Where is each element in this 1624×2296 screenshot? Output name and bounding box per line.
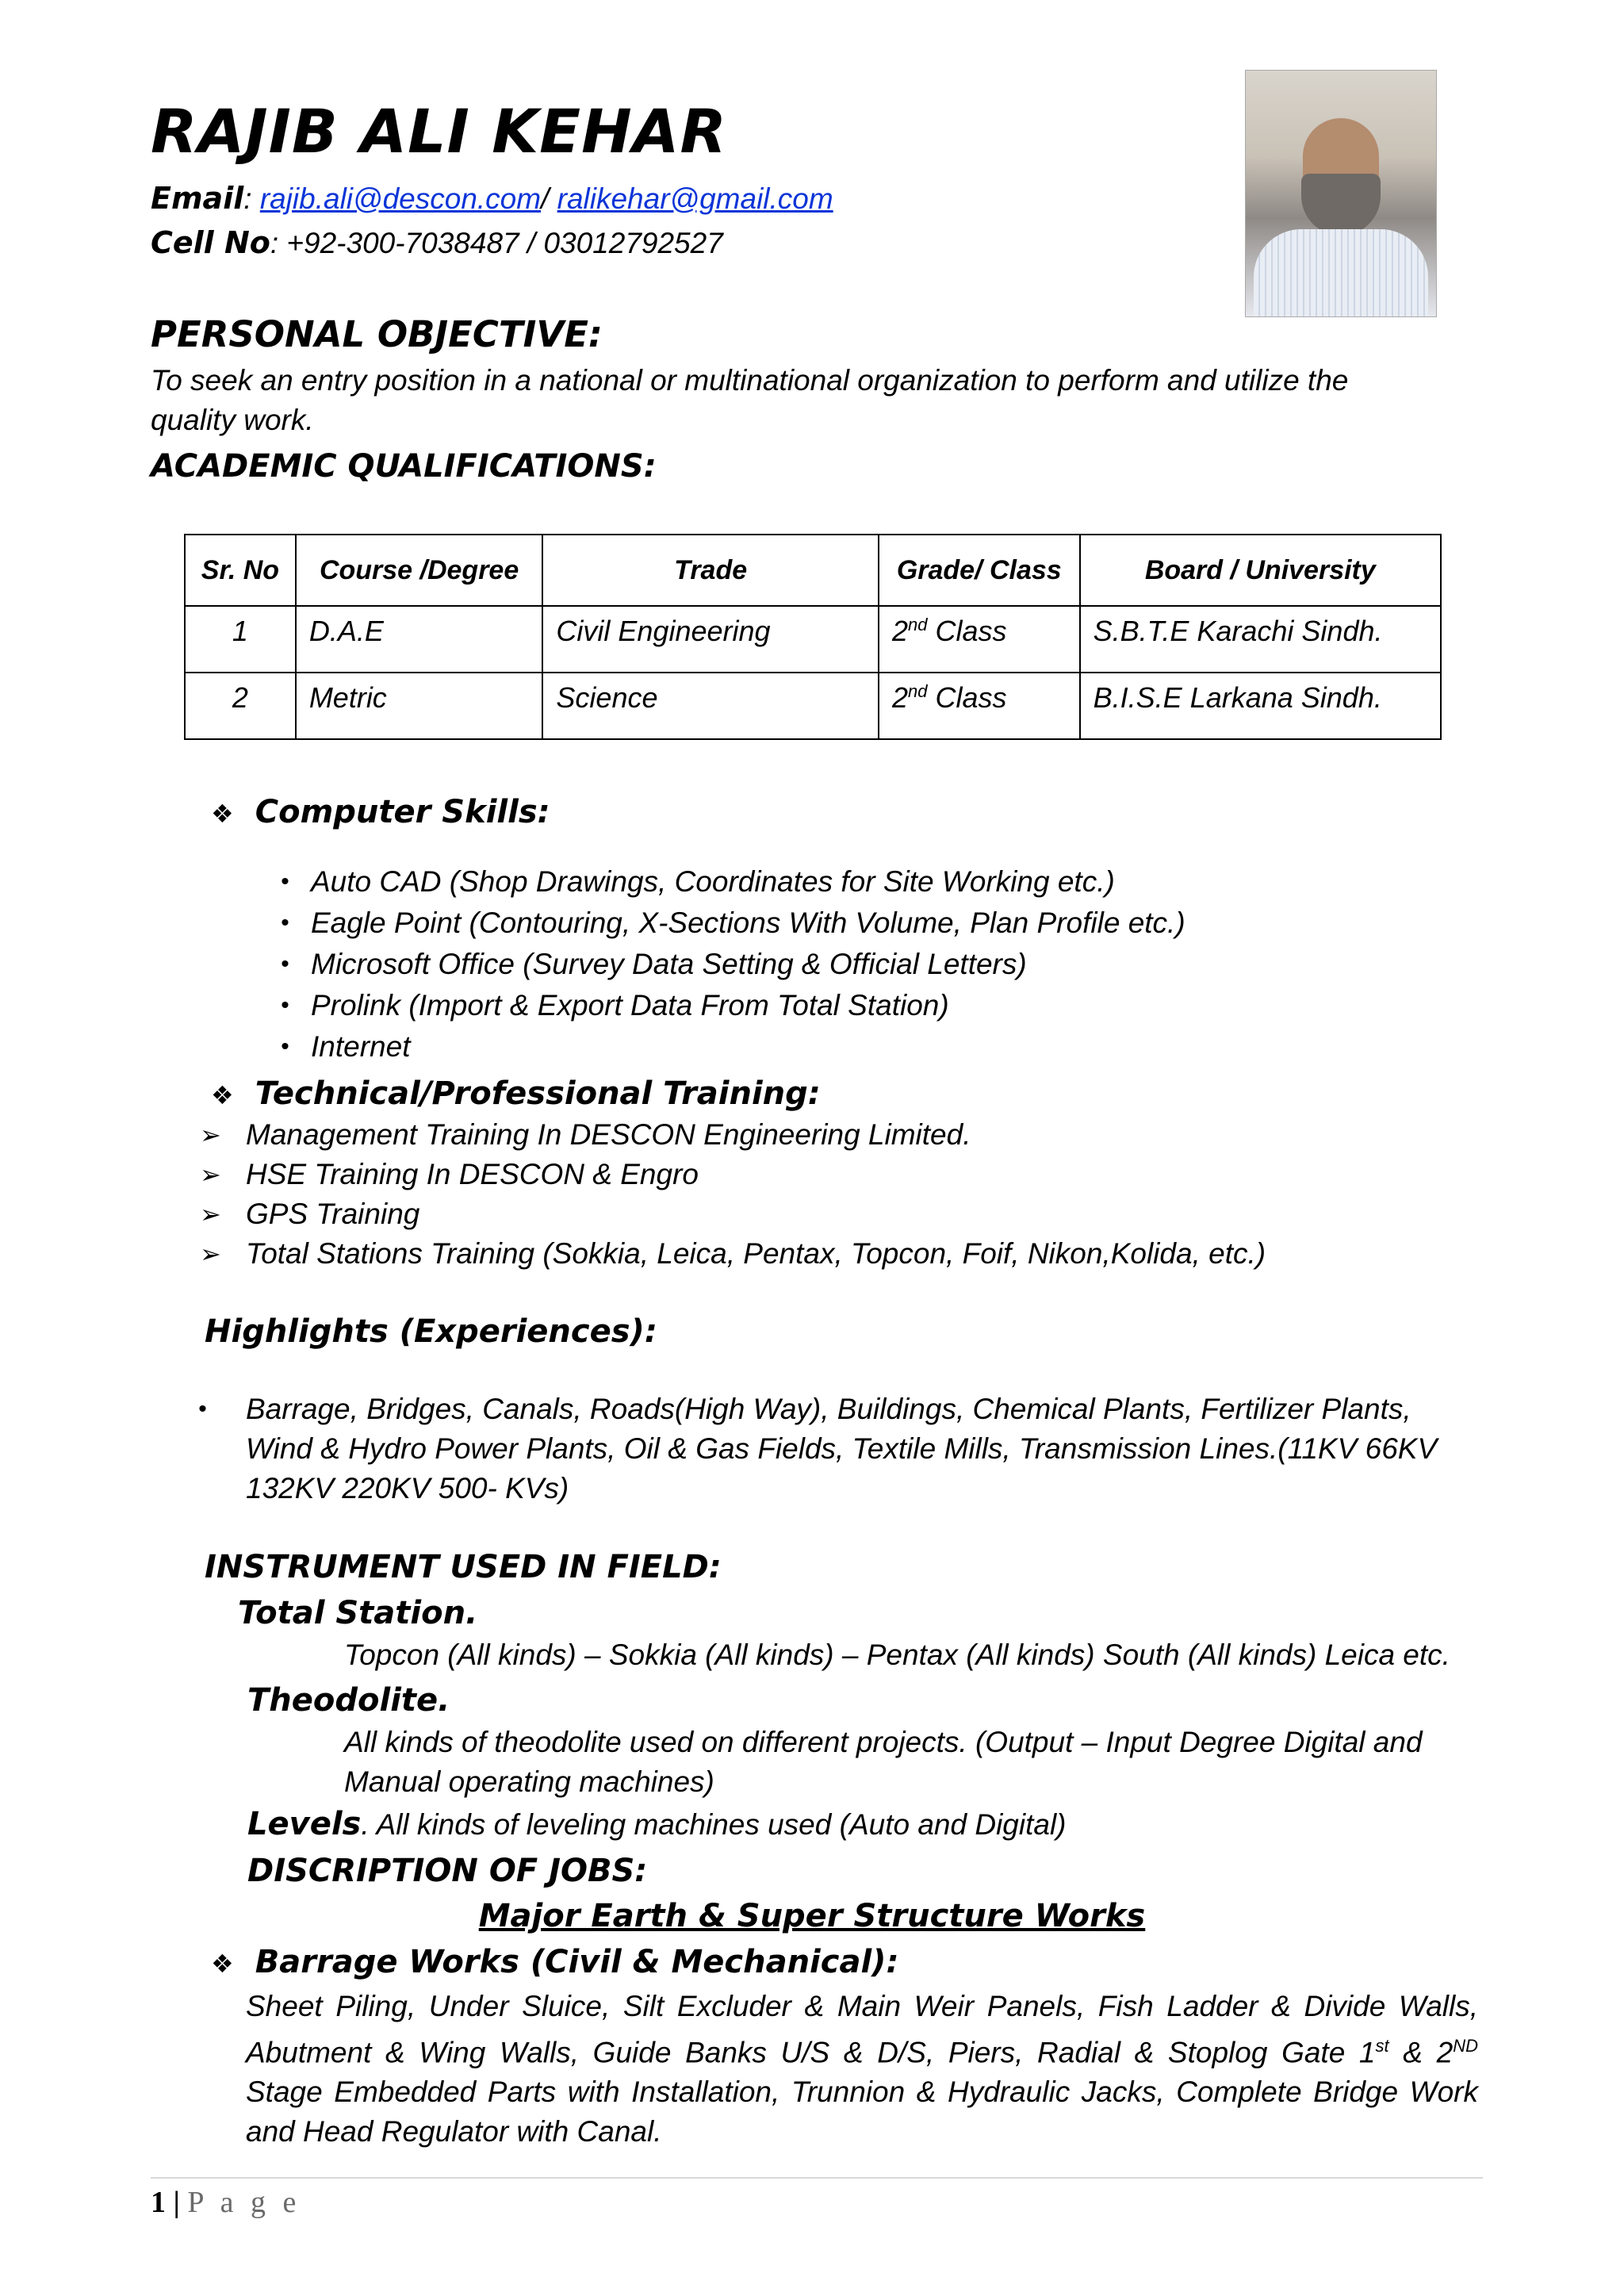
computer-skills-list [281,861,1185,1068]
list-item: • Eagle Point (Contouring, X-Sections With Volume, Plan Profile etc.) [281,907,1185,939]
barrage-line-1: Sheet Piling, Under Sluice, Silt Excluder & Main Weir Panels, Fish Ladder & Divide Walls, [246,1990,1478,2022]
highlights-text: • Barrage, Bridges, Canals, Roads(High Way), Buildings, Chemical Plants, Fertilizer Plants, Wind & Hydro Power Plants, Oil & Gas Fields, Textile Mills, Transmission Lines.(11KV 66KV 132KV 220KV 500- KVs) [246,1389,1437,1508]
cell-sr: 2 [185,673,296,739]
highlights-line-1: Barrage, Bridges, Canals, Roads(High Way), Buildings, Chemical Plants, Fertilizer Plants, [246,1393,1411,1425]
col-grade: Grade/ Class [879,535,1080,606]
email-line: Email: rajib.ali@descon.com/ ralikehar@gmail.com [151,181,833,216]
email-label: Email [151,181,244,216]
barrage-line-4: and Head Regulator with Canal. [246,2115,662,2148]
barrage-text [246,1987,1478,2152]
list-item: • Prolink (Import & Export Data From Total Station) [281,989,949,1022]
list-item: ➢ Total Stations Training (Sokkia, Leica, Pentax, Topcon, Foif, Nikon,Kolida, etc.) [200,1237,1266,1270]
col-sr-no: Sr. No [185,535,296,606]
list-item: • Auto CAD (Shop Drawings, Coordinates for Site Working etc.) [281,865,1115,898]
highlights-line-2: Wind & Hydro Power Plants, Oil & Gas Fields, Textile Mills, Transmission Lines.(11KV 66KV [246,1432,1438,1465]
total-station-heading: Total Station. [238,1595,478,1631]
cell-course: D.A.E [296,606,543,673]
highlights-line-3: 132KV 220KV 500- KVs) [246,1472,569,1504]
list-item: ➢ HSE Training In DESCON & Engro [200,1158,699,1190]
theodolite-heading: Theodolite. [247,1682,450,1719]
diamond-bullet-icon: ❖ [211,1949,234,1979]
barrage-line-3: Stage Embedded Parts with Installation, Trunnion & Hydraulic Jacks, Complete Bridge Work [246,2076,1478,2109]
levels-heading: Levels [247,1806,362,1842]
diamond-bullet-icon: ❖ [211,1080,234,1110]
list-item: • Microsoft Office (Survey Data Setting & Official Letters) [281,948,1027,980]
objective-line-2: quality work. [151,404,314,436]
list-item: ➢ GPS Training [200,1198,420,1230]
candidate-name: RAJIB ALI KEHAR [151,96,728,167]
cell-trade: Civil Engineering [542,606,879,673]
academic-heading: ACADEMIC QUALIFICATIONS: [151,448,657,485]
table-header-row [185,535,1441,606]
objective-line-1: To seek an entry position in a national or multinational organization to perform and utilize the [151,364,1349,397]
email-separator: / [541,182,550,215]
col-course: Course /Degree [296,535,543,606]
theodolite-line-2: Manual operating machines) [344,1765,714,1798]
diamond-bullet-icon: ❖ [211,799,234,829]
levels-text: . All kinds of leveling machines used (Auto and Digital) [361,1808,1067,1841]
table-row [185,673,1441,739]
cell-trade: Science [542,673,879,739]
cell-board: B.I.S.E Larkana Sindh. [1080,673,1441,739]
cell-sr: 1 [185,606,296,673]
cell-grade: 2nd Class [879,606,1080,673]
theodolite-text [344,1723,1423,1802]
profile-photo [1245,70,1437,317]
academic-table [184,534,1442,740]
total-station-text: Topcon (All kinds) – Sokkia (All kinds) – Pentax (All kinds) South (All kinds) Leica etc. [344,1639,1450,1671]
cell-board: S.B.T.E Karachi Sindh. [1080,606,1441,673]
page-label: P a g e [187,2186,301,2219]
objective-text [151,361,1348,440]
barrage-line-2: Abutment & Wing Walls, Guide Banks U/S & D/S, Piers, Radial & Stoplog Gate 1st & 2ND [246,2036,1478,2069]
jobs-heading: DISCRIPTION OF JOBS: [247,1853,648,1889]
table-row [185,606,1441,673]
col-board: Board / University [1080,535,1441,606]
barrage-heading: Barrage Works (Civil & Mechanical): [255,1944,899,1980]
cell-course: Metric [296,673,543,739]
email-link-2[interactable]: ralikehar@gmail.com [557,182,833,215]
email-link-1[interactable]: rajib.ali@descon.com [259,182,542,215]
theodolite-line-1: All kinds of theodolite used on different projects. (Output – Input Degree Digital and [344,1726,1423,1758]
objective-heading: PERSONAL OBJECTIVE: [151,313,603,355]
page-footer [151,2185,301,2220]
instruments-heading: INSTRUMENT USED IN FIELD: [205,1549,722,1585]
list-item: ➢ Management Training In DESCON Engineering Limited. [200,1118,971,1151]
list-item: • Internet [281,1030,411,1063]
cell-line [151,225,723,262]
cell-value: : +92-300-7038487 / 03012792527 [270,227,723,259]
jobs-subheading: Major Earth & Super Structure Works [478,1898,1146,1934]
highlights-heading: Highlights (Experiences): [205,1313,657,1350]
computer-skills-section [211,793,550,831]
footer-divider [151,2177,1483,2179]
cell-grade: 2nd Class [879,673,1080,739]
barrage-section [211,1943,898,1981]
page-separator: | [166,2186,188,2219]
training-list [200,1115,1266,1274]
training-heading: Technical/Professional Training: [255,1075,821,1112]
computer-skills-heading: Computer Skills: [255,794,550,830]
training-section [211,1075,821,1113]
cell-label: Cell No [151,225,270,260]
levels-line [247,1805,1066,1843]
col-trade: Trade [542,535,879,606]
page-number: 1 [151,2186,166,2219]
